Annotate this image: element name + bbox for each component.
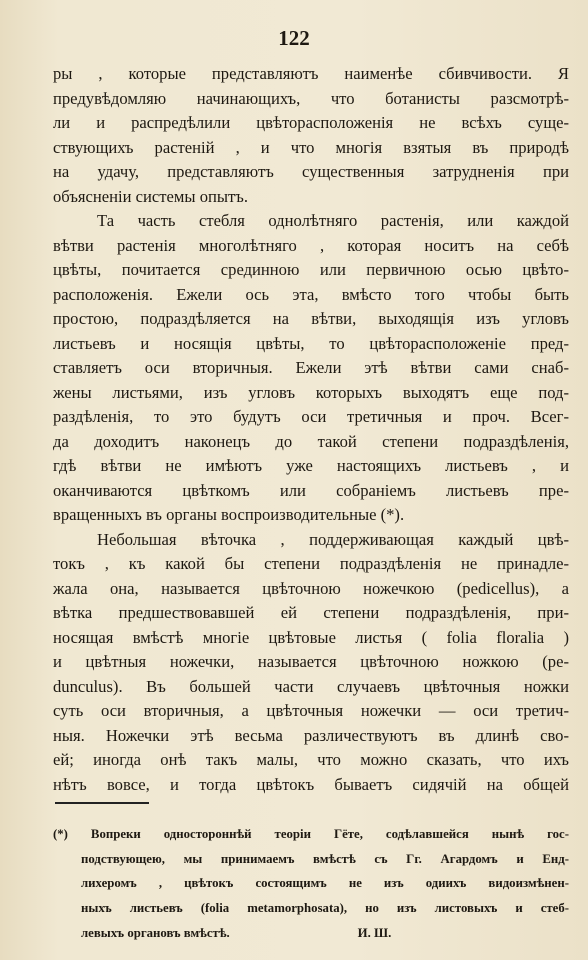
text-line: Небольшая вѣточка , поддерживающая каждый цвѣ- <box>97 529 569 549</box>
footnote <box>53 822 569 946</box>
footnote-separator <box>55 802 149 804</box>
text-line: ры , которые представляютъ наименѣе сбивчивости. Я <box>53 64 569 83</box>
text-line: dunculus). Въ большей части случаевъ цвѣточныя ножки <box>53 676 569 696</box>
main-text <box>53 62 569 797</box>
text-line: Та часть стебля однолѣтняго растенія, или каждой <box>97 211 569 230</box>
text-line: вѣтка предшествовавшей ей степени подраздѣленія, при- <box>53 603 569 622</box>
text-line: токъ , къ какой бы степени подраздѣленія не принадле- <box>53 554 569 573</box>
text-line: ставляетъ оси вторичныя. Ежели этѣ вѣтви сами снаб- <box>53 358 569 377</box>
text-line: носящая вмѣстѣ многіе цвѣтовые листья ( folia floralia ) <box>53 627 569 647</box>
text-line: гдѣ вѣтви не имѣютъ уже настоящихъ листьевъ , и <box>53 456 569 475</box>
footnote-line: (*) Вопреки одностороннѣй теоріи Гёте, содѣлавшейся нынѣ гос- <box>53 827 569 841</box>
text-line: расположенія. Ежели ось эта, вмѣсто того чтобы быть <box>53 284 569 304</box>
text-line: суть оси вторичныя, а цвѣточныя ножечки — оси третич- <box>53 701 569 720</box>
footnote-line: левыхъ органовъ вмѣстѣ. И. Ш. <box>81 925 392 940</box>
text-line: раздѣленія, то это будутъ оси третичныя и проч. Всег- <box>53 407 569 426</box>
text-line: ныя. Ножечки этѣ весьма различествуютъ въ длинѣ сво- <box>53 725 569 745</box>
paragraph-1 <box>53 62 569 209</box>
text-line: простою, подраздѣляется на вѣтви, выходящія изъ угловъ <box>53 309 569 328</box>
text-line: жала она, называется цвѣточною ножечкою (pedicellus), а <box>53 578 569 598</box>
text-line: жены листьями, изъ угловъ которыхъ выходятъ еще под- <box>53 382 569 402</box>
page-number: 122 <box>278 26 310 50</box>
text-line: цвѣты, почитается срединною или первичною осью цвѣто- <box>53 260 569 279</box>
text-line: вращенныхъ въ органы воспроизводительные (*). <box>53 505 405 524</box>
text-line: предувѣдомляю начинающихъ, что ботанисты разсмотрѣ- <box>53 88 569 108</box>
text-line: объясненіи системы опытъ. <box>53 186 249 206</box>
text-line: да доходитъ наконецъ до такой степени подраздѣленія, <box>53 431 569 451</box>
text-line: на удачу, представляютъ существенныя затрудненія при <box>53 162 569 181</box>
paragraph-2 <box>53 209 569 528</box>
footnote-line: подствующею, мы принимаемъ вмѣстѣ съ Гг. Агардомъ и Енд- <box>81 851 569 866</box>
footnote-line: ныхъ листьевъ (folia metamorphosata), но изъ листовыхъ и стеб- <box>81 901 569 916</box>
text-line: вѣтви растенія многолѣтняго , которая носитъ на себѣ <box>53 235 569 255</box>
text-line: нѣтъ вовсе, и тогда цвѣтокъ бываетъ сидячій на общей <box>53 774 569 794</box>
text-line: ли и распредѣлили цвѣторасположенія не всѣхъ суще- <box>53 113 569 132</box>
text-line: и цвѣтныя ножечки, называется цвѣточною ножкою (pe- <box>53 652 569 671</box>
text-line: листьевъ и носящія цвѣты, то цвѣторасположеніе пред- <box>53 333 569 353</box>
text-line: ствующихъ растеній , и что многія взятыя въ природѣ <box>53 137 569 157</box>
text-line: оканчиваются цвѣткомъ или собраніемъ листьевъ пре- <box>53 480 569 500</box>
paragraph-3 <box>53 528 569 798</box>
text-line: ей; иногда онѣ такъ малы, что можно сказать, что ихъ <box>53 750 569 769</box>
footnote-line: лихеромъ , цвѣтокъ состоящимъ не изъ одиихъ видоизмѣнен- <box>81 876 569 891</box>
